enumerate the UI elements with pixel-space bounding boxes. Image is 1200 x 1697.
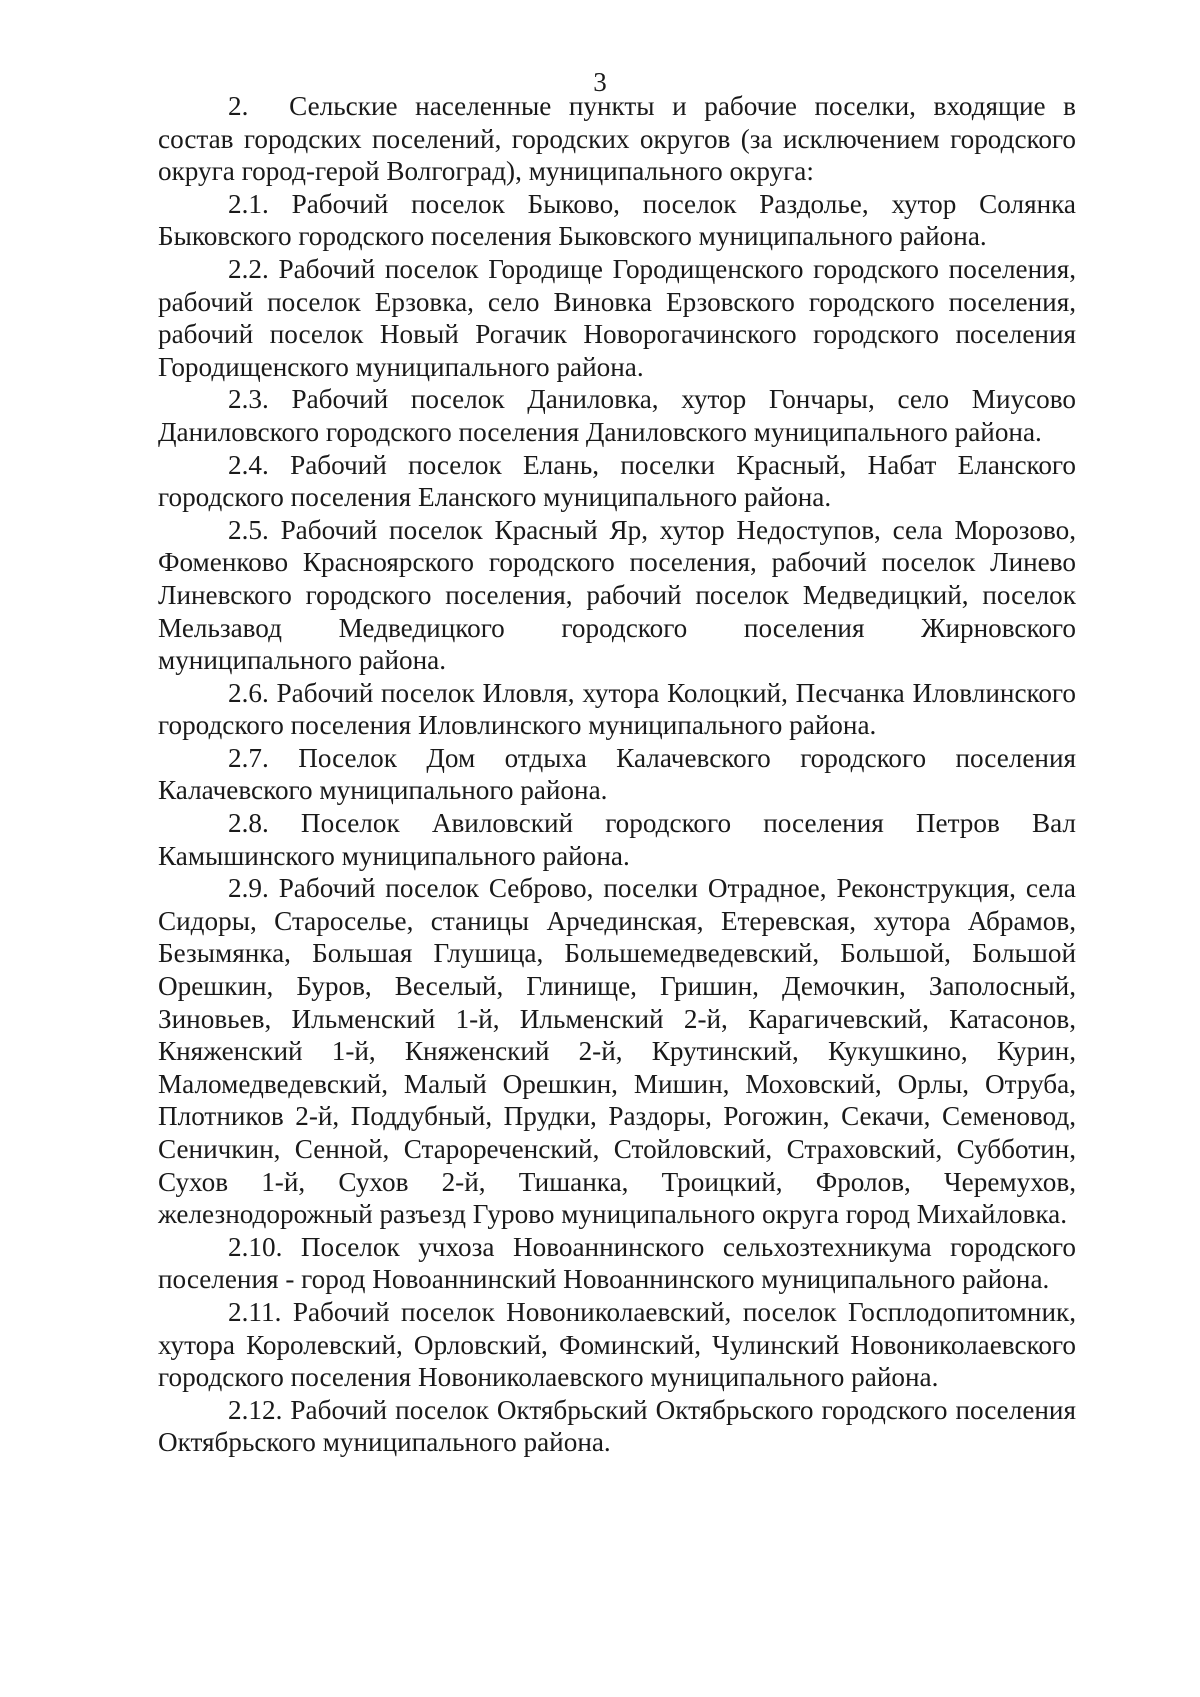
paragraph-2-4: 2.4. Рабочий поселок Елань, поселки Красный, Набат Еланского городского поселения Еланского муниципального района. (158, 449, 1076, 513)
document-body (158, 90, 1076, 1459)
paragraph-2-9: 2.9. Рабочий поселок Себрово, поселки Отрадное, Реконструкция, села Сидоры, Староселье, станицы Арчединская, Етеревская, хутора Абрамов, Безымянка, Большая Глушица, Большемедведевский, Большой, Большой Орешкин, Буров, Веселый, Глинище, Гришин, Демочкин, Заполосный, Зиновьев, Ильменский 1-й, Ильменский 2-й, Карагичевский, Катасонов, Княженский 1-й, Княженский 2-й, Крутинский, Кукушкино, Курин, Маломедведевский, Малый Орешкин, Мишин, Моховский, Орлы, Отруба, Плотников 2-й, Поддубный, Прудки, Раздоры, Рогожин, Секачи, Семеновод, Сеничкин, Сенной, Старореченский, Стойловский, Страховский, Субботин, Сухов 1-й, Сухов 2-й, Тишанка, Троицкий, Фролов, Черемухов, железнодорожный разъезд Гурово муниципального округа город Михайловка. (158, 873, 1076, 1230)
page-number: 3 (593, 67, 607, 97)
paragraph-2-3: 2.3. Рабочий поселок Даниловка, хутор Гончары, село Миусово Даниловского городского поселения Даниловского муниципального района. (158, 384, 1076, 447)
paragraph-2-2: 2.2. Рабочий поселок Городище Городищенского городского поселения, рабочий поселок Ерзовка, село Виновка Ерзовского городского поселения, рабочий поселок Новый Рогачик Новорогачинского городского поселения Городищенского муниципального района. (158, 253, 1076, 382)
paragraph-2-6: 2.6. Рабочий поселок Иловля, хутора Колоцкий, Песчанка Иловлинского городского поселения Иловлинского муниципального района. (158, 677, 1076, 741)
paragraph-2-10: 2.10. Поселок учхоза Новоаннинского сельхозтехникума городского поселения - город Новоаннинский Новоаннинского муниципального района. (158, 1231, 1076, 1295)
paragraph-2-12: 2.12. Рабочий поселок Октябрьский Октябрьского городского поселения Октябрьского муниципального района. (158, 1394, 1076, 1458)
paragraph-2: 2. Сельские населенные пункты и рабочие поселки, входящие в состав городских поселений, городских округов (за исключением городского округа город-герой Волгоград), муниципального округа: (158, 91, 1076, 187)
paragraph-2-1: 2.1. Рабочий поселок Быково, поселок Раздолье, хутор Солянка Быковского городского поселения Быковского муниципального района. (158, 188, 1076, 252)
paragraph-2-8: 2.8. Поселок Авиловский городского поселения Петров Вал Камышинского муниципального района. (158, 808, 1076, 871)
paragraph-2-7: 2.7. Поселок Дом отдыха Калачевского городского поселения Калачевского муниципального района. (158, 742, 1076, 806)
paragraph-2-5: 2.5. Рабочий поселок Красный Яр, хутор Недоступов, села Морозово, Фоменково Красноярского городского поселения, рабочий поселок Линево Линевского городского поселения, рабочий поселок Медведицкий, поселок Мельзавод Медведицкого городского поселения Жирновского муниципального района. (158, 514, 1076, 676)
paragraph-2-11: 2.11. Рабочий поселок Новониколаевский, поселок Госплодопитомник, хутора Королевский, Орловский, Фоминский, Чулинский Новониколаевского городского поселения Новониколаевского муниципального района. (158, 1296, 1076, 1393)
